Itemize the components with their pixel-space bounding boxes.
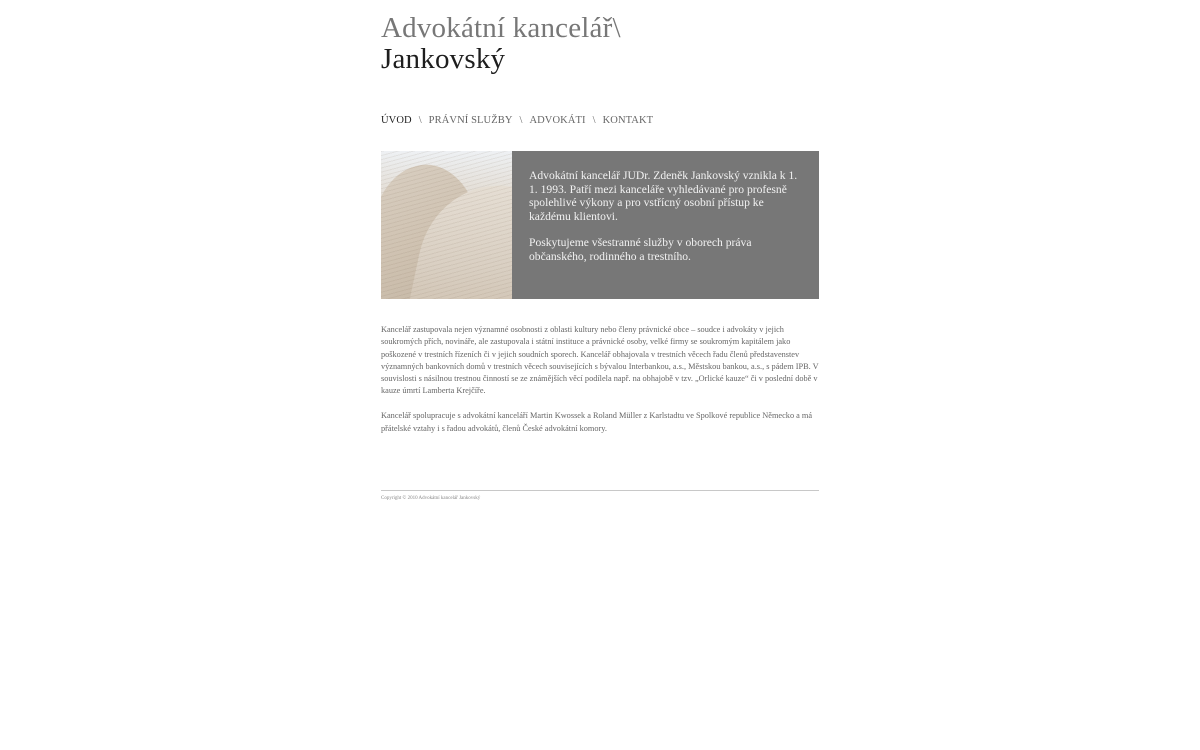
content-paragraph: Kancelář zastupovala nejen významné osobnosti z oblasti kultury nebo členy právnické obce – soudce i advokáty v jejich soukromých přích, novináře, ale zastupovala i státní instituce a právnické osoby, velké firmy se soukromým kapitálem jako poškozené v trestních řízeních či v jejich soudních sporech. Kancelář obhajovala v trestních věcech řadu členů představenstev významných bankovních domů v trestních věcech souvisejících s bývalou Interbankou, a.s., Městskou bankou, a.s., s pádem IPB. V souvislosti s násilnou trestnou činností se ze známějších věcí podílela např. na obhajobě v tzv. „Orlické kauze“ či v poslední době v kauze úmrtí Lamberta Krejčíře. — [381, 325, 819, 396]
copyright-text: Copyright © 2010 Advokátní kancelář Jankovský — [381, 496, 481, 501]
footer-divider — [381, 490, 819, 491]
hero-banner — [381, 151, 819, 299]
nav-item-advokati[interactable]: ADVOKÁTI — [529, 115, 586, 126]
nav-item-uvod[interactable]: ÚVOD — [381, 115, 412, 126]
content-paragraph: Kancelář spolupracuje s advokátní kanceláří Martin Kwossek a Roland Müller z Karlstadtu ve Spolkové republice Německo a má přátelské vztahy i s řadou advokátů, členů České advokátní komory. — [381, 411, 813, 433]
nav-separator: \ — [592, 115, 596, 126]
nav-separator: \ — [418, 115, 422, 126]
site-title-line1: Advokátní kancelář\ — [381, 12, 621, 44]
site-title[interactable] — [381, 0, 819, 75]
nav-separator: \ — [519, 115, 523, 126]
nav-item-pravni-sluzby[interactable]: PRÁVNÍ SLUŽBY — [428, 115, 513, 126]
open-book-image — [381, 151, 512, 299]
hero-paragraph: Advokátní kancelář JUDr. Zdeněk Jankovský vznikla k 1. 1. 1993. Patří mezi kanceláře vyhledávané pro profesně spolehlivé výkony a pro vstřícný osobní přístup ke každému klientovi. — [529, 169, 798, 223]
hero-paragraph: Poskytujeme všestranné služby v oborech práva občanského, rodinného a trestního. — [529, 236, 752, 263]
hero-intro-text — [512, 151, 819, 299]
nav-item-kontakt[interactable]: KONTAKT — [602, 115, 654, 126]
main-nav — [381, 115, 653, 126]
page-container — [381, 0, 819, 501]
site-title-line2: Jankovský — [381, 43, 506, 75]
main-content — [381, 324, 821, 447]
